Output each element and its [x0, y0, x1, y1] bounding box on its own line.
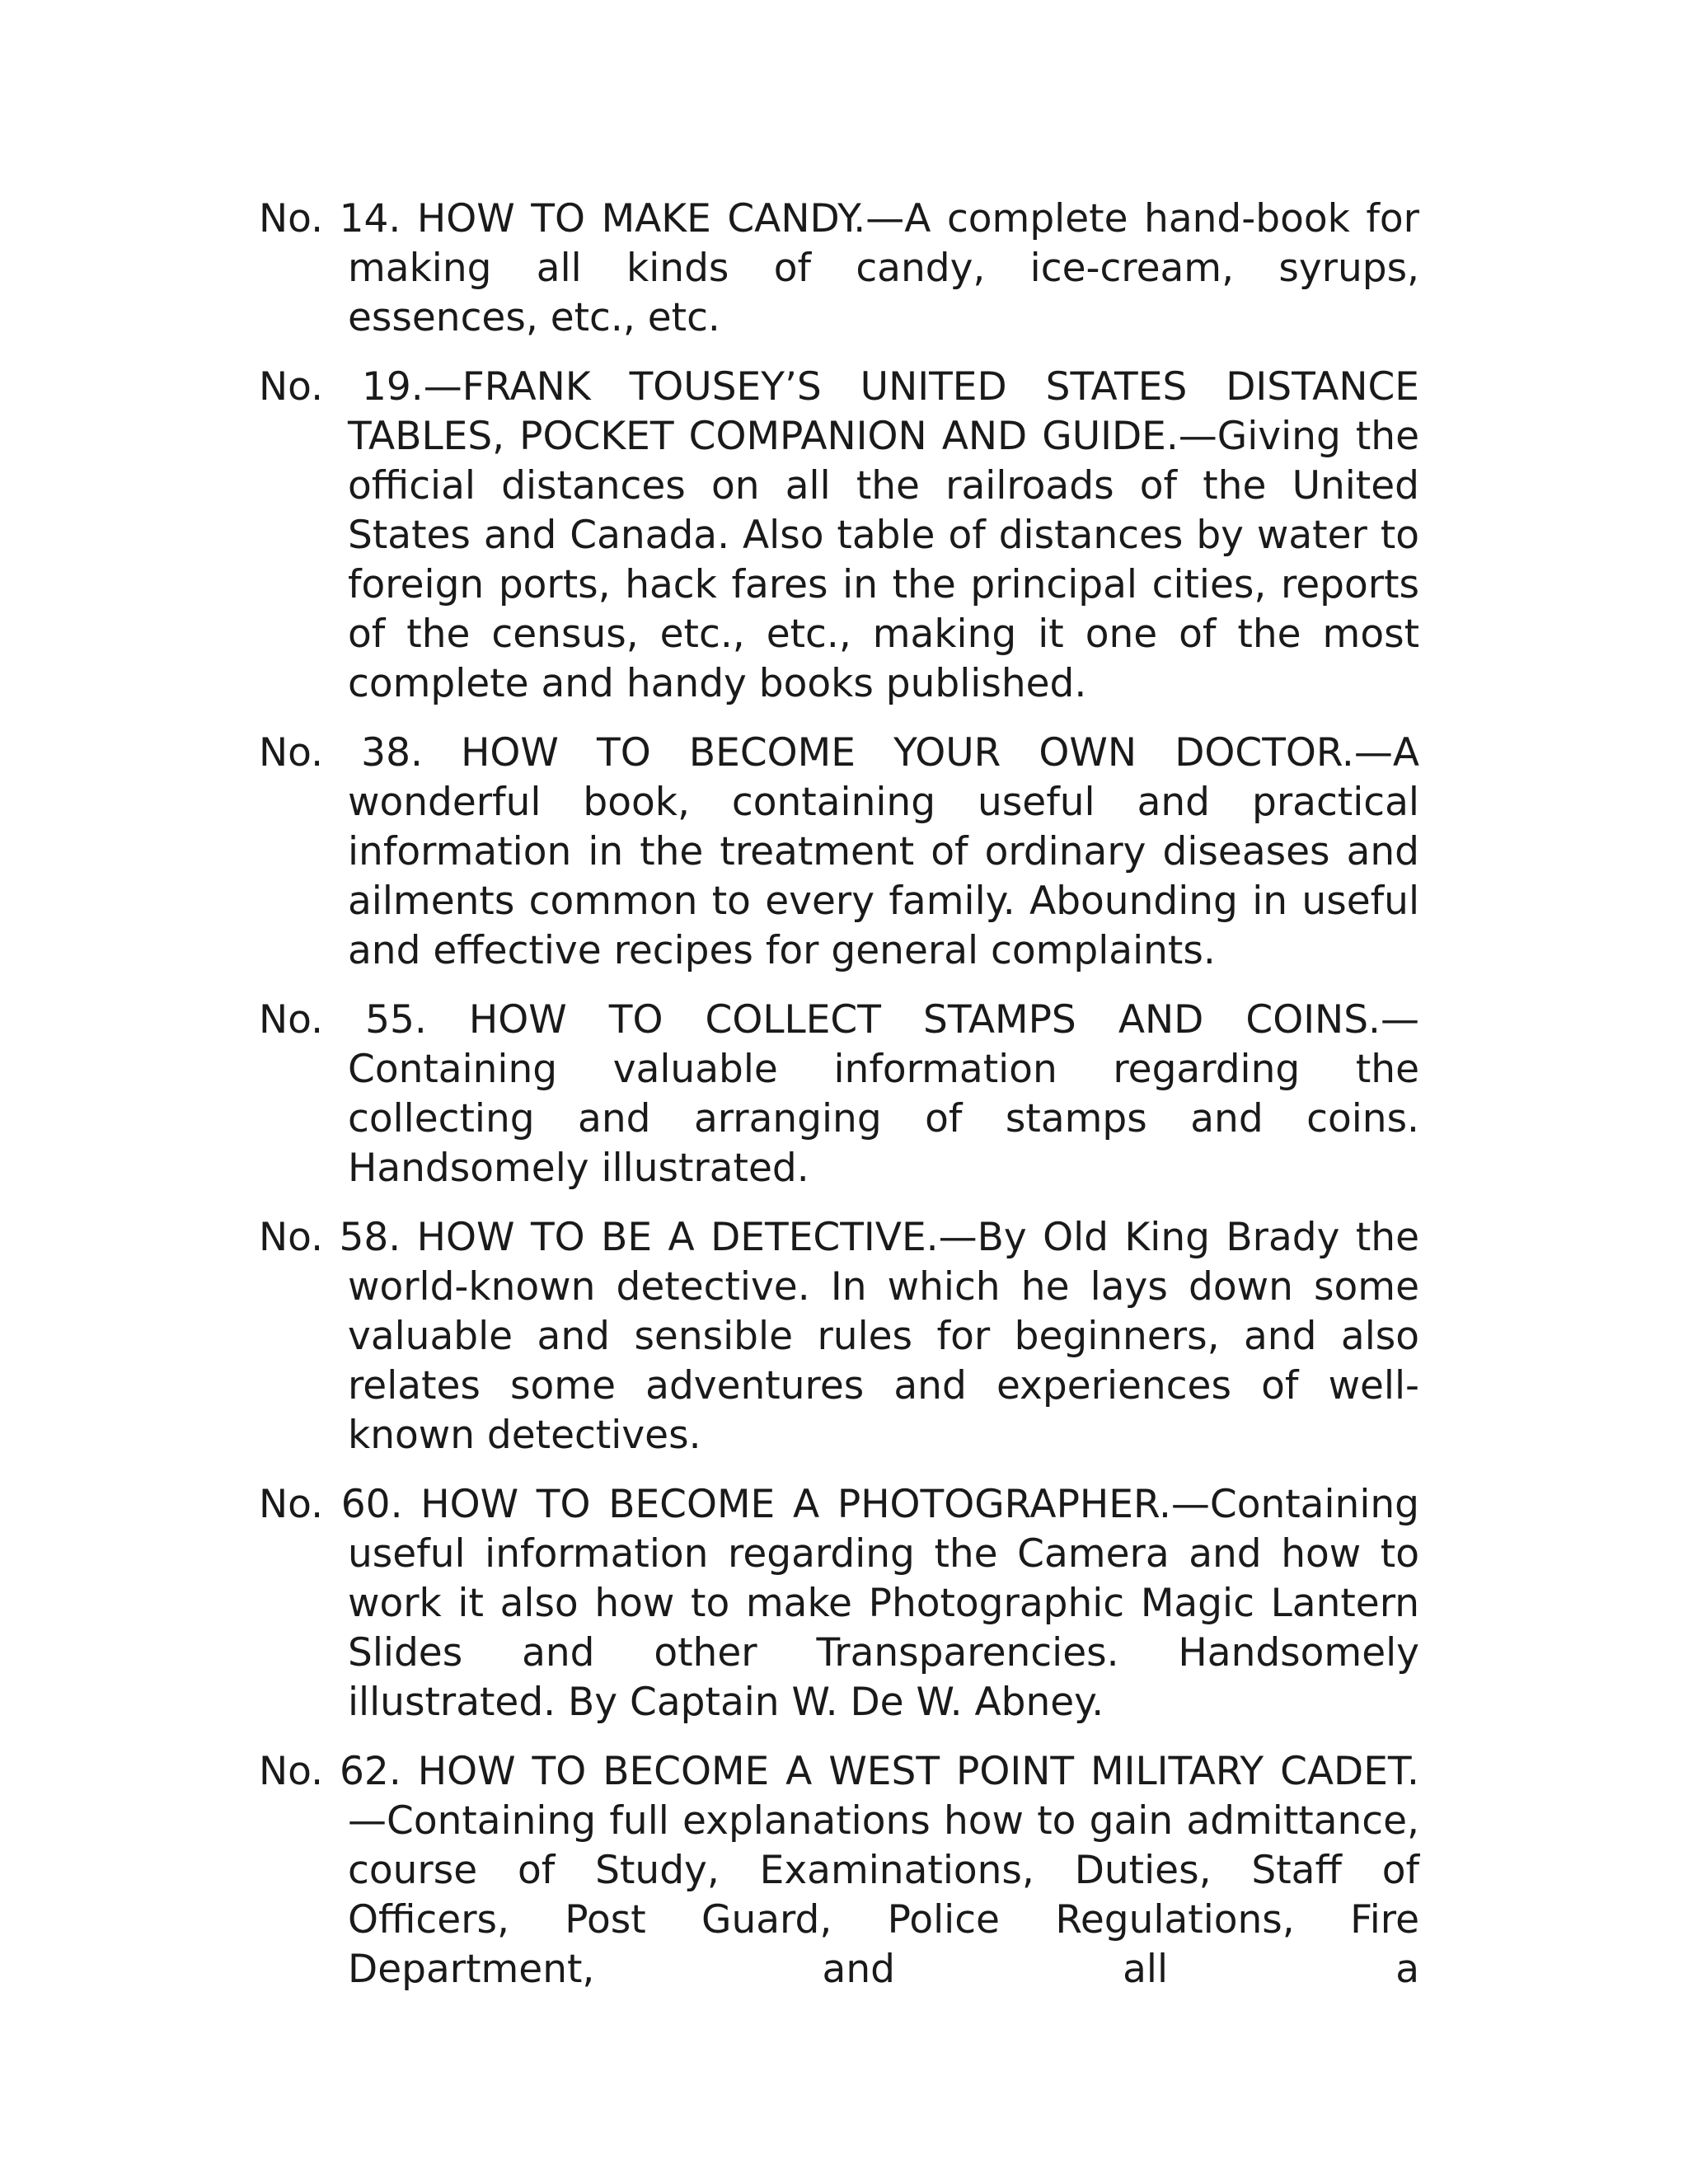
- catalog-entry-19: No. 19.—FRANK TOUSEY’S UNITED STATES DISTANCE TABLES, POCKET COMPANION AND GUIDE.—Giving the official distances on all the railroads of the United States and Canada. Also table of distances by water to foreign ports, hack fares in the principal cities, reports of the census, etc., etc., making it one of the most complete and handy books published.: [259, 364, 1419, 706]
- catalog-entry-60: No. 60. HOW TO BECOME A PHOTOGRAPHER.—Containing useful information regarding the Camera and how to work it also how to make Photographic Magic Lantern Slides and other Transparencies. Handsomely illustrated. By Captain W. De W. Abney.: [259, 1482, 1419, 1725]
- catalog-entry-58: No. 58. HOW TO BE A DETECTIVE.—By Old King Brady the world-known detective. In which he lays down some valuable and sensible rules for beginners, and also relates some adventures and experiences of well-known detectives.: [259, 1215, 1419, 1458]
- catalog-entry-55: No. 55. HOW TO COLLECT STAMPS AND COINS.—Containing valuable information regarding the collecting and arranging of stamps and coins. Handsomely illustrated.: [259, 997, 1419, 1191]
- page-body: [259, 194, 1419, 2014]
- catalog-entry-38: No. 38. HOW TO BECOME YOUR OWN DOCTOR.—A wonderful book, containing useful and practical information in the treatment of ordinary diseases and ailments common to every family. Abounding in useful and effective recipes for general complaints.: [259, 730, 1419, 973]
- catalog-entry-62: No. 62. HOW TO BECOME A WEST POINT MILITARY CADET.—Containing full explanations how to gain admittance, course of Study, Examinations, Duties, Staff of Officers, Post Guard, Police Regulations, Fire Department, and all a: [259, 1749, 1419, 1992]
- catalog-entry-14: No. 14. HOW TO MAKE CANDY.—A complete hand-book for making all kinds of candy, ice-cream, syrups, essences, etc., etc.: [259, 196, 1419, 340]
